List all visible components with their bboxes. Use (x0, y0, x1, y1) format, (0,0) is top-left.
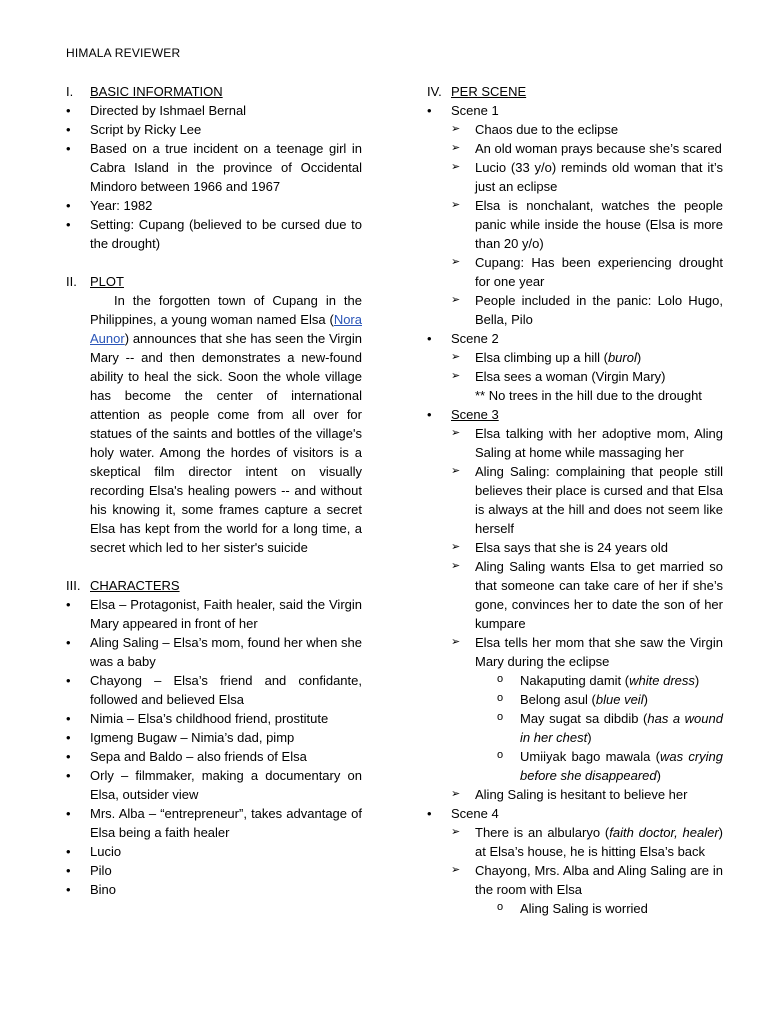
list-item: ➢ An old woman prays because she’s scared (451, 139, 723, 158)
list-item: • Directed by Ishmael Bernal (66, 101, 362, 120)
list-item: ➢ Aling Saling is hesitant to believe her (451, 785, 723, 804)
scene-note: ** No trees in the hill due to the drought (475, 388, 702, 403)
list-item: ➢ Aling Saling wants Elsa to get married so that someone can take care of her if she’s gone, convinces her to date the son of her kumpare (451, 557, 723, 633)
list-item: ➢ Chaos due to the eclipse (451, 120, 723, 139)
list-item: • Elsa – Protagonist, Faith healer, said the Virgin Mary appeared in front of her (66, 595, 362, 633)
section-title: BASIC INFORMATION (90, 84, 223, 99)
list-item: • Igmeng Bugaw – Nimia’s dad, pimp (66, 728, 362, 747)
list-item: • Aling Saling – Elsa’s mom, found her when she was a baby (66, 633, 362, 671)
section-per-scene-heading (427, 82, 723, 101)
section-characters-heading (66, 576, 362, 595)
list-item: • Sepa and Baldo – also friends of Elsa (66, 747, 362, 766)
section-number: II. (66, 274, 77, 289)
scenes-list (427, 101, 723, 918)
list-item: o Belong asul (blue veil) (497, 690, 723, 709)
list-item: • Year: 1982 (66, 196, 362, 215)
scene-3 (427, 405, 723, 804)
list-item: ➢ Elsa says that she is 24 years old (451, 538, 723, 557)
list-item: ➢ Lucio (33 y/o) reminds old woman that it’s just an eclipse (451, 158, 723, 196)
list-item: • Based on a true incident on a teenage girl in Cabra Island in the province of Occidental Mindoro between 1966 and 1967 (66, 139, 362, 196)
scene-label: Scene 4 (451, 806, 499, 821)
scene-1-list (427, 120, 723, 329)
scene-4-sub-list (475, 899, 723, 918)
list-item: ➢ Elsa sees a woman (Virgin Mary) ** No trees in the hill due to the drought (451, 367, 723, 405)
list-item: ➢ Chayong, Mrs. Alba and Aling Saling are in the room with Elsa o Aling Saling is worried (451, 861, 723, 918)
scene-1 (427, 101, 723, 329)
list-item: • Pilo (66, 861, 362, 880)
list-item: o Nakaputing damit (white dress) (497, 671, 723, 690)
section-number: IV. (427, 84, 442, 99)
list-item: o Umiiyak bago mawala (was crying before she disappeared) (497, 747, 723, 785)
list-item: • Script by Ricky Lee (66, 120, 362, 139)
list-item: ➢ Aling Saling: complaining that people still believes their place is cursed and that Elsa is always at the hill and does not seem like herself (451, 462, 723, 538)
section-title: CHARACTERS (90, 578, 180, 593)
scene-4-list (427, 823, 723, 918)
section-basic-information-heading (66, 82, 362, 101)
list-item: • Chayong – Elsa’s friend and confidante, followed and believed Elsa (66, 671, 362, 709)
scene-2-list (427, 348, 723, 405)
list-item: ➢ People included in the panic: Lolo Hugo, Bella, Pilo (451, 291, 723, 329)
left-column (66, 82, 362, 899)
section-title: PER SCENE (451, 84, 527, 99)
list-item: ➢ Elsa climbing up a hill (burol) (451, 348, 723, 367)
plot-text-after: ) announces that she has seen the Virgin Mary -- and then demonstrates a new-found ability to heal the sick. Soon the whole village has become the center of international attention as people come from all over for statues of the saints and bottles of the village's holy water. Among the hordes of visitors is a skeptical film director intent on visually recording Elsa's healing powers -- and without his knowing it, some frames capture a secret Elsa has kept from the world for a long time, a secret which led to her sister's suicide (90, 331, 362, 555)
scene-label: Scene 3 (451, 407, 499, 422)
list-item: • Bino (66, 880, 362, 899)
scene-3-list (427, 424, 723, 804)
list-item: ➢ There is an albularyo (faith doctor, healer) at Elsa’s house, he is hitting Elsa’s back (451, 823, 723, 861)
plot-text-before: In the forgotten town of Cupang in the Philippines, a young woman named Elsa ( (90, 293, 362, 327)
list-item: ➢ Elsa tells her mom that she saw the Virgin Mary during the eclipse o Nakaputing damit (white dress) o Belong asul (blue veil) o May sugat sa dibdib (has a wound in her chest) o Umiiyak bago mawala (was crying before she disappeared) (451, 633, 723, 785)
list-item: o Aling Saling is worried (497, 899, 723, 918)
list-item: • Mrs. Alba – “entrepreneur”, takes advantage of Elsa being a faith healer (66, 804, 362, 842)
list-item: ➢ Elsa talking with her adoptive mom, Aling Saling at home while massaging her (451, 424, 723, 462)
scene-4 (427, 804, 723, 918)
list-item: • Lucio (66, 842, 362, 861)
document-title: HIMALA REVIEWER (66, 46, 181, 60)
plot-paragraph (66, 291, 362, 557)
list-item: ➢ Cupang: Has been experiencing drought for one year (451, 253, 723, 291)
list-item: • Nimia – Elsa’s childhood friend, prostitute (66, 709, 362, 728)
section-number: III. (66, 578, 81, 593)
scene-label: Scene 1 (451, 103, 499, 118)
list-item: ➢ Elsa is nonchalant, watches the people panic while inside the house (Elsa is more than 20 y/o) (451, 196, 723, 253)
nora-aunor-link[interactable]: Nora Aunor (90, 312, 362, 346)
section-title: PLOT (90, 274, 124, 289)
list-item: • Setting: Cupang (believed to be cursed due to the drought) (66, 215, 362, 253)
scene-label: Scene 2 (451, 331, 499, 346)
characters-list (66, 595, 362, 899)
section-number: I. (66, 84, 74, 99)
list-item: o May sugat sa dibdib (has a wound in her chest) (497, 709, 723, 747)
right-column (427, 82, 723, 918)
basic-information-list (66, 101, 362, 253)
list-item: • Orly – filmmaker, making a documentary on Elsa, outsider view (66, 766, 362, 804)
scene-2 (427, 329, 723, 405)
section-plot-heading (66, 272, 362, 291)
vision-details-list (475, 671, 723, 785)
